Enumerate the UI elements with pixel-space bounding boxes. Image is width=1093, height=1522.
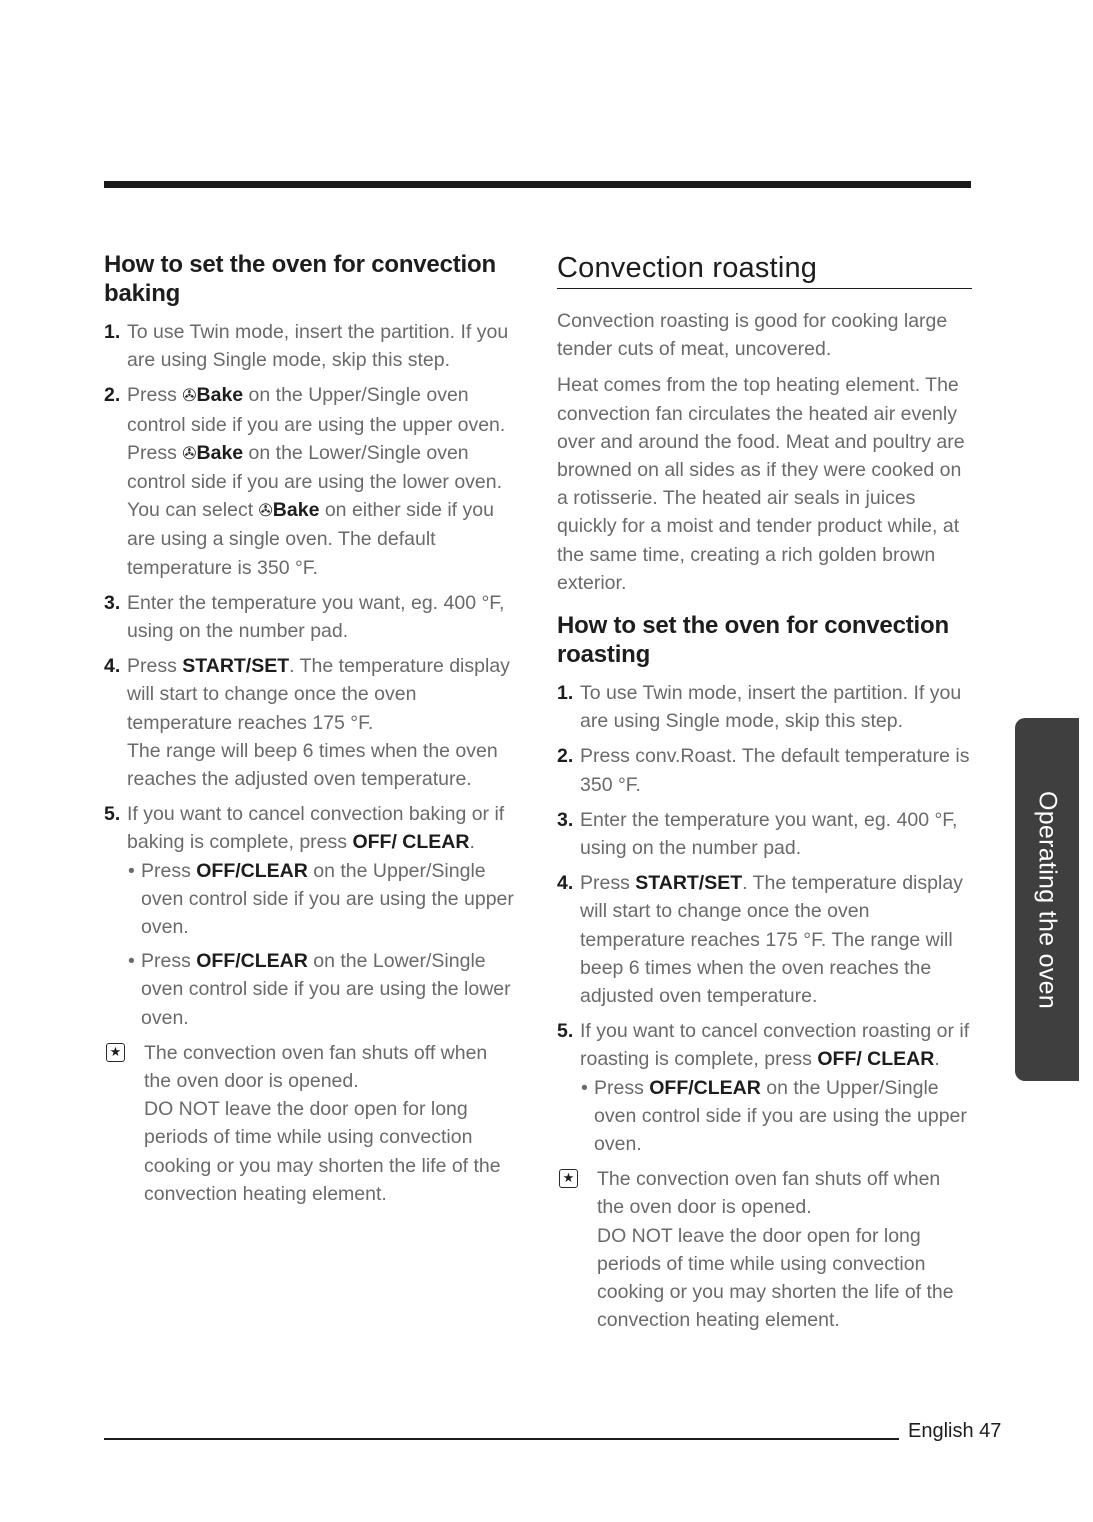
bullet-item (127, 857, 514, 942)
step-text: If you want to cancel convection baking or if baking is complete, press (127, 803, 505, 854)
step-5 (104, 800, 514, 1032)
step-text: Press conv.Roast. The default temperature is 350 °F. (580, 745, 970, 796)
section-rule (557, 288, 972, 289)
step-text: . (469, 831, 475, 854)
bullet-item (127, 947, 514, 1032)
step-3 (104, 589, 514, 645)
bullet-text: Press (141, 950, 197, 973)
off-clear-key: OFF/CLEAR (196, 859, 308, 882)
note (104, 1039, 514, 1208)
step-text: . The temperature display will start to change once the oven temperature reaches 175 °F. (127, 655, 510, 734)
step-number: 5. (104, 803, 121, 826)
off-clear-key: OFF/CLEAR (196, 950, 308, 973)
convection-roasting-title: Convection roasting (557, 252, 818, 284)
side-chapter-tab (1015, 718, 1079, 1081)
step-4 (104, 652, 514, 793)
note-line-2: DO NOT leave the door open for long periods of time while using convection cooking or you may shorten the life of the convection heating element. (144, 1098, 501, 1205)
star-note-icon: ★ (559, 1169, 578, 1188)
footer-rule (104, 1438, 899, 1440)
step-number: 1. (557, 682, 574, 705)
step-number: 5. (557, 1020, 574, 1043)
step-number: 1. (104, 321, 121, 343)
step-number: 4. (557, 872, 574, 895)
convection-roasting-heading: How to set the oven for convection roasting (557, 612, 949, 669)
convection-roasting-steps (557, 679, 972, 1158)
step-5-bullets (127, 857, 514, 1032)
bake-key: Bake (196, 441, 244, 464)
step-number: 3. (104, 591, 121, 614)
note-line-1: The convection oven fan shuts off when the oven door is opened. (144, 1041, 488, 1093)
convection-baking-steps (104, 318, 514, 1032)
convection-fan-icon: ✇ (182, 443, 197, 463)
step-1 (104, 318, 514, 374)
step-text: on either side if you are using a single oven. The default temperature is 350 °F. (127, 499, 494, 579)
bullet-text: on the Lower/Single oven control side if you are using the lower oven. (141, 950, 511, 1029)
step-text: . The temperature display will start to change once the oven temperature reaches 175 °F. The range will beep 6 times when the oven reaches the adjusted oven temperature. (580, 872, 963, 1008)
star-note-icon: ★ (106, 1043, 125, 1062)
step-4 (557, 869, 972, 1010)
step-number: 2. (557, 745, 574, 768)
off-clear-key: OFF/ CLEAR (817, 1048, 935, 1071)
start-set-key: START/SET (635, 872, 743, 895)
bake-key: Bake (272, 499, 320, 522)
step-text: Press (580, 872, 636, 895)
step-2 (104, 381, 514, 581)
intro-paragraph-2: Heat comes from the top heating element. The convection fan circulates the heated air evenly over and around the food. Meat and poultry are browned on all sides as if they were cooked on a rotisserie. The heated air seals in juices quickly for a moist and tender product while, at the same time, creating a rich golden brown exterior. (557, 374, 965, 594)
start-set-key: START/SET (182, 655, 290, 678)
step-text: Enter the temperature you want, eg. 400 °F, using on the number pad. (127, 591, 505, 643)
page-number: English 47 (908, 1420, 1002, 1442)
left-column (104, 250, 514, 1208)
convection-fan-icon: ✇ (258, 501, 273, 521)
bullet-dot: • (128, 859, 135, 882)
step-5 (557, 1017, 972, 1158)
bullet-item (580, 1074, 972, 1159)
bullet-text: Press (594, 1076, 650, 1099)
step-text: . (934, 1048, 940, 1071)
note (557, 1165, 972, 1334)
step-2 (557, 742, 972, 798)
bullet-dot: • (128, 950, 135, 973)
bullet-text: on the Upper/Single oven control side if you are using the upper oven. (141, 859, 514, 939)
note-line-1: The convection oven fan shuts off when the oven door is opened. (597, 1168, 941, 1219)
bullet-text: on the Upper/Single oven control side if you are using the upper oven. (594, 1076, 967, 1156)
step-text: on the Upper/Single oven control side if you are using the upper oven. Press (127, 384, 506, 464)
step-text: To use Twin mode, insert the partition. If you are using Single mode, skip this step. (580, 682, 962, 733)
step-number: 2. (104, 384, 121, 407)
step-text: Press (127, 384, 183, 407)
top-rule (104, 181, 971, 188)
off-clear-key: OFF/CLEAR (649, 1076, 761, 1099)
bullet-text: Press (141, 859, 197, 882)
right-column (557, 250, 972, 1335)
step-number: 4. (104, 655, 121, 678)
side-tab-label: Operating the oven (1033, 790, 1062, 1009)
step-number: 3. (557, 808, 574, 831)
step-3 (557, 806, 972, 862)
step-text: on the Lower/Single oven control side if you are using the lower oven. You can select (127, 441, 503, 522)
convection-fan-icon: ✇ (182, 386, 197, 406)
step-5-bullets (580, 1074, 972, 1159)
step-text: To use Twin mode, insert the partition. If you are using Single mode, skip this step. (127, 321, 509, 372)
step-text: Enter the temperature you want, eg. 400 °F, using on the number pad. (580, 808, 958, 860)
step-text: The range will beep 6 times when the oven reaches the adjusted oven temperature. (127, 739, 498, 791)
bake-key: Bake (196, 384, 244, 407)
off-clear-key: OFF/ CLEAR (352, 831, 470, 854)
bullet-dot: • (581, 1076, 588, 1099)
step-text: If you want to cancel convection roasting or if roasting is complete, press (580, 1020, 970, 1071)
intro-paragraph-1: Convection roasting is good for cooking large tender cuts of meat, uncovered. (557, 310, 948, 361)
note-line-2: DO NOT leave the door open for long periods of time while using convection cooking or you may shorten the life of the convection heating element. (597, 1224, 954, 1332)
step-1 (557, 679, 972, 735)
step-text: Press (127, 655, 183, 678)
convection-baking-heading: How to set the oven for convection baking (104, 251, 496, 307)
